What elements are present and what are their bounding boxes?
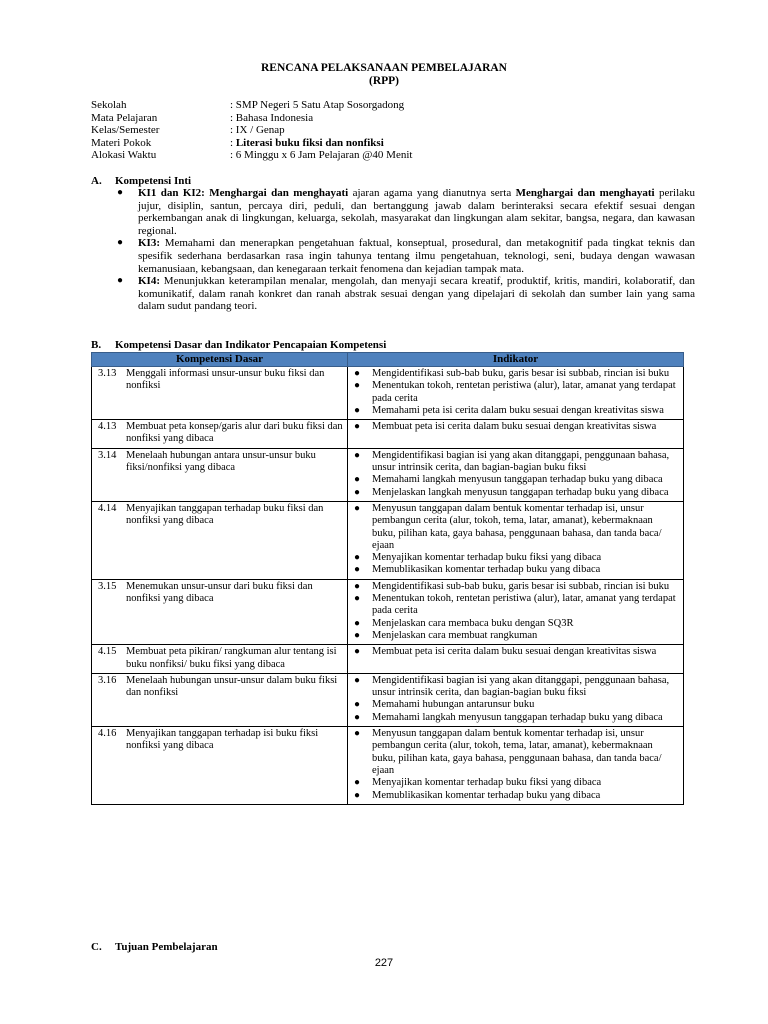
section-a-letter: A. xyxy=(91,175,102,187)
indikator-item xyxy=(352,790,679,802)
identity-value: : SMP Negeri 5 Satu Atap Sosorgadong xyxy=(230,99,405,111)
table-row xyxy=(92,501,684,579)
kd-text: Menggali informasi unsur-unsur buku fiksi dan nonfiksi xyxy=(126,368,325,392)
section-a-heading xyxy=(91,175,191,188)
indikator-item xyxy=(352,581,679,593)
bullet-icon: ● xyxy=(354,564,361,576)
indikator-cell xyxy=(348,501,684,579)
indikator-text: Menyajikan komentar terhadap buku fiksi yang dibaca xyxy=(372,777,602,789)
bullet-icon: ● xyxy=(354,474,361,486)
indikator-text: Mengidentifikasi bagian isi yang akan ditanggapi, penggunaan bahasa, unsur intrinsik cerita, dan bagian-bagian buku fiksi xyxy=(372,674,670,699)
kd-text: Menyajikan tanggapan terhadap buku fiksi dan nonfiksi yang dibaca xyxy=(126,502,324,527)
indikator-item xyxy=(352,487,679,499)
bullet-icon: ● xyxy=(354,580,361,592)
bullet-icon: ● xyxy=(354,728,361,740)
section-b-letter: B. xyxy=(91,339,102,351)
indikator-text: Membuat peta isi cerita dalam buku sesuai dengan kreativitas siswa xyxy=(372,421,657,433)
indikator-cell xyxy=(348,448,684,501)
indikator-text: Memublikasikan komentar terhadap buku yang dibaca xyxy=(372,789,601,801)
bullet-icon: ● xyxy=(354,552,361,564)
indikator-cell xyxy=(348,367,684,420)
title-line-1: RENCANA PELAKSANAAN PEMBELAJARAN xyxy=(261,62,507,74)
ki-text: Memahami dan menerapkan pengetahuan faktual, konseptual, prosedural, dan metakognitif pada tingkat teknis dan spesifik sederhana berdasarkan rasa ingin tahunya tentang ilmu pengetahuan, teknologi, seni, budaya dengan wawasan kemanusiaan, kebangsaan, dan kenegaraan terkait fenomena dan kejadian tampak mata. xyxy=(138,237,695,275)
indikator-item xyxy=(352,380,679,405)
bullet-icon: ● xyxy=(354,629,361,641)
indikator-item xyxy=(352,421,679,433)
ki-text: Menunjukkan keterampilan menalar, mengolah, dan menyaji secara kreatif, produktif, kritis, mandiri, kolaboratif, dan komunikatif, dalam ranah konkret dan ranah abstrak sesuai dengan yang dipelajari di sekolah dan sumber lain yang sama dalam sudut pandang teori. xyxy=(138,275,695,313)
section-c-title: Tujuan Pembelajaran xyxy=(115,941,218,953)
indikator-text: Menyusun tanggapan dalam bentuk komentar terhadap isi, unsur pembangun cerita (alur, tokoh, tema, latar, amanat), kebermaknaan buku, pilihan kata, gaya bahasa, penggunaan bahasa, dan tanda baca/ ejaan xyxy=(372,502,662,551)
indikator-cell xyxy=(348,420,684,449)
bullet-icon: ● xyxy=(354,486,361,498)
bullet-icon: ● xyxy=(354,674,361,686)
indikator-cell xyxy=(348,727,684,805)
kd-cell-content xyxy=(96,503,343,528)
indikator-item xyxy=(352,728,679,777)
ki-item xyxy=(115,237,695,275)
indikator-text: Mengidentifikasi sub-bab buku, garis besar isi subbab, rincian isi buku xyxy=(372,368,670,379)
bullet-icon: ● xyxy=(354,380,361,392)
kd-cell xyxy=(92,448,348,501)
indikator-text: Menentukan tokoh, rentetan peristiwa (alur), latar, amanat yang terdapat pada cerita xyxy=(372,593,676,617)
indikator-item xyxy=(352,450,679,475)
identity-block xyxy=(91,99,412,162)
indikator-item xyxy=(352,474,679,486)
table-header-row xyxy=(92,353,684,367)
kd-cell-content xyxy=(96,450,343,475)
table-body xyxy=(92,367,684,805)
indikator-text: Menyusun tanggapan dalam bentuk komentar terhadap isi, unsur pembangun cerita (alur, tokoh, tema, latar, amanat), kebermaknaan buku, pilihan kata, gaya bahasa, penggunaan bahasa, dan tanda baca/ ejaan xyxy=(372,728,662,776)
table-row xyxy=(92,727,684,805)
identity-row xyxy=(91,137,412,150)
kd-text: Menelaah hubungan antara unsur-unsur buku fiksi/nonfiksi yang dibaca xyxy=(126,449,316,474)
kd-cell-content xyxy=(96,646,343,671)
indikator-item xyxy=(352,503,679,552)
indikator-text: Memahami hubungan antarunsur buku xyxy=(372,699,535,711)
indikator-item xyxy=(352,618,679,630)
ki-item xyxy=(115,187,695,237)
indikator-text: Memahami langkah menyusun tanggapan terhadap buku yang dibaca xyxy=(372,474,663,486)
indikator-item xyxy=(352,564,679,576)
table-row xyxy=(92,448,684,501)
kompetensi-inti-list xyxy=(115,187,695,313)
table-row xyxy=(92,673,684,726)
indikator-cell xyxy=(348,645,684,674)
indikator-cell xyxy=(348,579,684,644)
indikator-text: Memublikasikan komentar terhadap buku yang dibaca xyxy=(372,564,601,576)
bullet-icon: ● xyxy=(354,449,361,461)
identity-value: : Bahasa Indonesia xyxy=(230,111,314,124)
kd-text: Menelaah hubungan unsur-unsur dalam buku fiksi dan nonfiksi xyxy=(126,674,338,699)
title-line-2: (RPP) xyxy=(368,75,399,87)
kd-cell-content xyxy=(96,675,343,700)
bullet-icon: ● xyxy=(354,789,361,801)
identity-row xyxy=(91,112,412,125)
kd-cell xyxy=(92,367,348,420)
bullet-icon: ● xyxy=(354,777,361,789)
kd-indikator-table xyxy=(91,352,684,805)
identity-row xyxy=(91,124,412,137)
kd-code: 4.13 xyxy=(98,421,117,433)
kd-cell xyxy=(92,673,348,726)
indikator-item xyxy=(352,675,679,700)
indikator-item xyxy=(352,777,679,789)
table-row xyxy=(92,645,684,674)
indikator-item xyxy=(352,712,679,724)
ki-text: Menghargai dan menghayati xyxy=(209,187,349,199)
indikator-text: Menyajikan komentar terhadap buku fiksi yang dibaca xyxy=(372,552,602,564)
kd-cell xyxy=(92,727,348,805)
identity-value: : 6 Minggu x 6 Jam Pelajaran @40 Menit xyxy=(230,149,413,162)
ki-label: KI4: xyxy=(138,275,160,288)
section-a-title: Kompetensi Inti xyxy=(115,175,192,187)
ki-label: KI1 dan KI2: xyxy=(138,187,205,199)
indikator-text: Memahami langkah menyusun tanggapan terhadap buku yang dibaca xyxy=(372,711,663,723)
bullet-icon: ● xyxy=(354,404,361,416)
indikator-item xyxy=(352,646,679,658)
indikator-text: Mengidentifikasi bagian isi yang akan ditanggapi, penggunaan bahasa, unsur intrinsik cerita, dan bagian-bagian buku fiksi xyxy=(372,449,670,474)
kd-code: 4.15 xyxy=(98,646,117,658)
bullet-icon: ● xyxy=(354,711,361,723)
indikator-text: Membuat peta isi cerita dalam buku sesuai dengan kreativitas siswa xyxy=(372,646,657,658)
table-row xyxy=(92,579,684,644)
identity-label: Kelas/Semester xyxy=(91,124,160,137)
kd-cell-content xyxy=(96,421,343,446)
kd-cell xyxy=(92,420,348,449)
bullet-icon: ● xyxy=(117,275,124,287)
bullet-icon: ● xyxy=(354,421,361,433)
kd-cell-content xyxy=(96,728,343,753)
kd-text: Menyajikan tanggapan terhadap isi buku fiksi nonfiksi yang dibaca xyxy=(126,728,319,752)
indikator-text: Menjelaskan cara membaca buku dengan SQ3R xyxy=(372,617,574,629)
kd-cell xyxy=(92,501,348,579)
bullet-icon: ● xyxy=(354,646,361,658)
bullet-icon: ● xyxy=(354,699,361,711)
ki-text: ajaran agama yang dianutnya serta xyxy=(348,187,516,199)
identity-value-prefix: : xyxy=(230,136,236,149)
kd-cell-content xyxy=(96,581,343,606)
kd-code: 3.13 xyxy=(98,368,117,379)
kd-text: Membuat peta pikiran/ rangkuman alur tentang isi buku nonfiksi/ buku fiksi yang dibaca xyxy=(126,646,337,670)
indikator-text: Menentukan tokoh, rentetan peristiwa (alur), latar, amanat yang terdapat pada cerita xyxy=(372,380,676,404)
kd-text: Menemukan unsur-unsur dari buku fiksi dan nonfiksi yang dibaca xyxy=(126,580,313,605)
kd-cell-content xyxy=(96,368,343,393)
section-b-title: Kompetensi Dasar dan Indikator Pencapaian Kompetensi xyxy=(115,339,387,351)
indikator-text: Mengidentifikasi sub-bab buku, garis besar isi subbab, rincian isi buku xyxy=(372,580,670,592)
bullet-icon: ● xyxy=(117,237,124,249)
indikator-item xyxy=(352,552,679,564)
identity-value: Literasi buku fiksi dan nonfiksi xyxy=(235,136,384,149)
header-indikator: Indikator xyxy=(348,353,684,367)
section-c-heading xyxy=(91,941,218,954)
kd-code: 4.14 xyxy=(98,502,117,514)
bullet-icon: ● xyxy=(354,617,361,629)
indikator-item xyxy=(352,405,679,417)
indikator-item xyxy=(352,699,679,711)
page-number: 227 xyxy=(374,957,394,969)
kd-code: 4.16 xyxy=(98,728,117,740)
indikator-item xyxy=(352,630,679,642)
section-c-letter: C. xyxy=(91,941,102,953)
kd-cell xyxy=(92,579,348,644)
identity-label: Mata Pelajaran xyxy=(91,111,158,124)
ki-text: perilaku jujur, disiplin, santun, percaya diri, peduli, dan bertanggung jawab dalam berinteraksi secara efektif sesuai dengan perkembangan anak di lingkungan, keluarga, sekolah, masyarakat dan lingkungan alam sekitar, bangsa, negara, dan kawasan regional. xyxy=(138,187,696,237)
kd-text: Membuat peta konsep/garis alur dari buku fiksi dan nonfiksi yang dibaca xyxy=(126,421,343,445)
kd-code: 3.14 xyxy=(98,449,117,461)
identity-label: Materi Pokok xyxy=(91,136,152,149)
identity-value: : IX / Genap xyxy=(230,124,285,137)
indikator-item xyxy=(352,368,679,380)
identity-row xyxy=(91,149,412,162)
indikator-cell xyxy=(348,673,684,726)
kd-code: 3.15 xyxy=(98,580,117,592)
header-kompetensi-dasar: Kompetensi Dasar xyxy=(92,353,348,367)
ki-item xyxy=(115,275,695,313)
indikator-item xyxy=(352,593,679,618)
kd-code: 3.16 xyxy=(98,674,117,686)
kd-cell xyxy=(92,645,348,674)
identity-label: Alokasi Waktu xyxy=(91,149,157,162)
table-row xyxy=(92,420,684,449)
ki-label: KI3: xyxy=(138,237,160,250)
identity-label: Sekolah xyxy=(91,99,127,111)
table-row xyxy=(92,367,684,420)
bullet-icon: ● xyxy=(117,187,124,198)
indikator-text: Memahami peta isi cerita dalam buku sesuai dengan kreativitas siswa xyxy=(372,404,664,416)
document-title xyxy=(0,62,768,88)
ki-text: Menghargai dan menghayati xyxy=(515,187,655,199)
indikator-text: Menjelaskan langkah menyusun tanggapan terhadap buku yang dibaca xyxy=(372,486,669,498)
bullet-icon: ● xyxy=(354,593,361,605)
bullet-icon: ● xyxy=(354,368,361,379)
section-b-heading xyxy=(91,339,386,352)
bullet-icon: ● xyxy=(354,502,361,514)
identity-row xyxy=(91,99,412,112)
indikator-text: Menjelaskan cara membuat rangkuman xyxy=(372,629,538,641)
